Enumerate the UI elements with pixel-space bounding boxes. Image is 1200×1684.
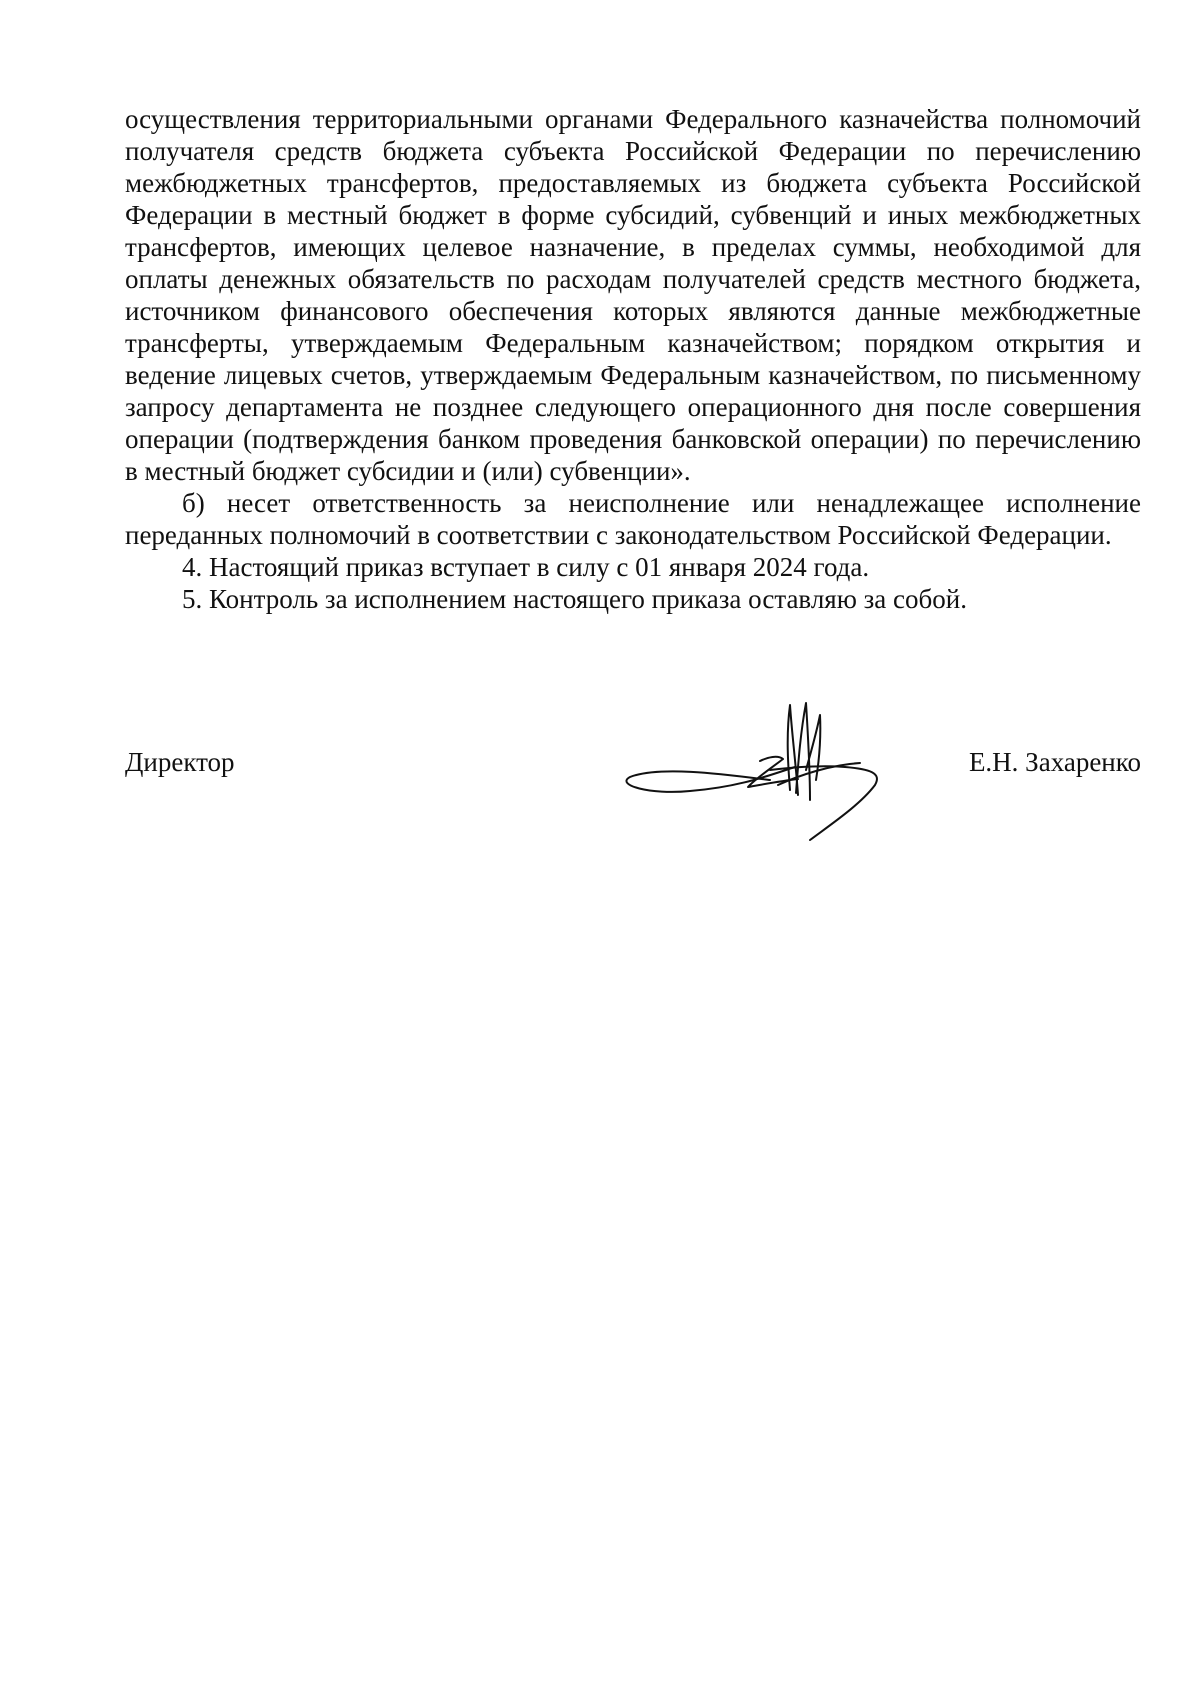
- document-body: [125, 103, 1141, 615]
- paragraph-4-effective-date: 4. Настоящий приказ вступает в силу с 01 января 2024 года.: [182, 552, 870, 582]
- paragraph-5-control: 5. Контроль за исполнением настоящего приказа оставляю за собой.: [182, 584, 967, 614]
- paragraph-continuation: осуществления территориальными органами Федерального казначейства полномочий получателя средств бюджета субъекта Российской Федерации по перечислению межбюджетных трансфертов, предоставляемых из бюджета субъекта Российской Федерации в местный бюджет в форме субсидий, субвенций и иных межбюджетных трансфертов, имеющих целевое назначение, в пределах суммы, необходимой для оплаты денежных обязательств по расходам получателей средств местного бюджета, источником финансового обеспечения которых являются данные межбюджетные трансферты, утверждаемым Федеральным казначейством; порядком открытия и ведение лицевых счетов, утверждаемым Федеральным казначейством, по письменному запросу департамента не позднее следующего операционного дня после совершения операции (подтверждения банком проведения банковской операции) по перечислению в местный бюджет субсидии и (или) субвенции».: [125, 104, 1141, 486]
- signatory-title: Директор: [125, 747, 235, 777]
- handwritten-signature-icon: [620, 695, 910, 845]
- paragraph-b-responsibility: б) несет ответственность за неисполнение или ненадлежащее исполнение переданных полномочий в соответствии с законодательством Российской Федерации.: [125, 488, 1141, 550]
- signatory-name: Е.Н. Захаренко: [968, 747, 1141, 777]
